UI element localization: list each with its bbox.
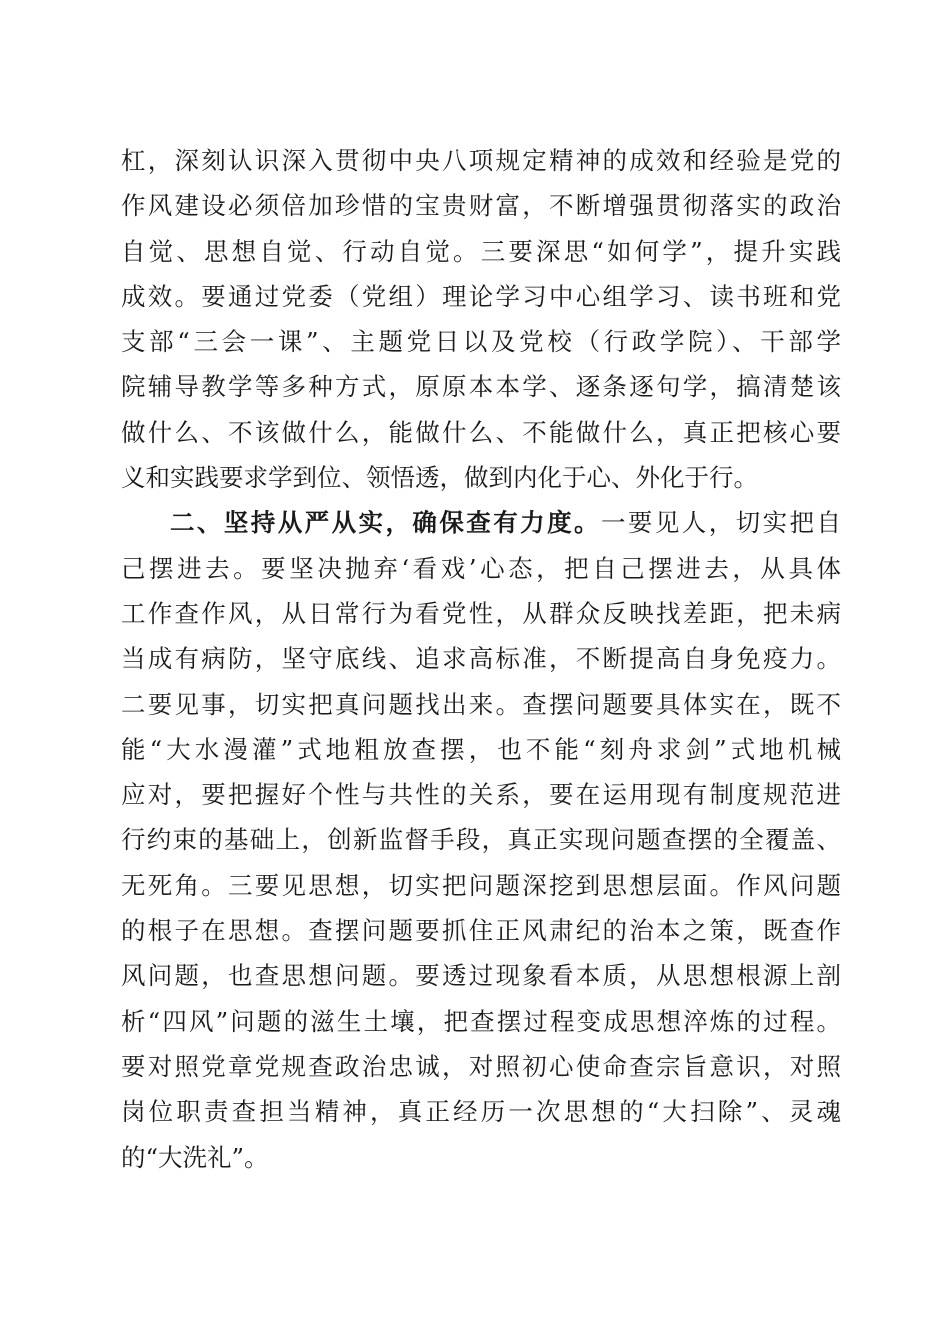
text-line: 院辅导教学等多种方式，原原本本学、逐条逐句学，搞清楚该: [121, 372, 841, 402]
paragraph-1: [121, 138, 841, 500]
text-line: 支部“三会一课”、主题党日以及党校（行政学院）、干部学: [121, 327, 841, 357]
paragraph-2: [121, 500, 841, 1179]
text-line: 作风建设必须倍加珍惜的宝贵财富，不断增强贯彻落实的政治: [121, 191, 841, 221]
text-line: 杠，深刻认识深入贯彻中央八项规定精神的成效和经验是党的: [121, 146, 841, 175]
text-line: 己摆进去。要坚决抛弃‘看戏’心态，把自己摆进去，从具体: [121, 553, 841, 583]
text-line: 成效。要通过党委（党组）理论学习中心组学习、读书班和党: [121, 281, 841, 311]
text-line: 义和实践要求学到位、领悟透，做到内化于心、外化于行。: [121, 463, 758, 493]
text-line: 岗位职责查担当精神，真正经历一次思想的“大扫除”、灵魂: [121, 1097, 841, 1127]
text-line: 要对照党章党规查政治忠诚，对照初心使命查宗旨意识，对照: [121, 1051, 841, 1081]
paragraph-2-first-line: [121, 500, 841, 545]
text-line: 工作查作风，从日常行为看党性，从群众反映找差距，把未病: [121, 598, 841, 628]
text-line: 析“四风”问题的滋生土壤，把查摆过程变成思想淬炼的过程。: [121, 1006, 841, 1036]
text-line: 的“大洗礼”。: [121, 1142, 269, 1172]
text-line: 自觉、思想自觉、行动自觉。三要深思“如何学”，提升实践: [121, 236, 841, 266]
text-line: 应对，要把握好个性与共性的关系，要在运用现有制度规范进: [121, 780, 841, 810]
text-line: 当成有病防，坚守底线、追求高标准，不断提高自身免疫力。: [121, 644, 841, 674]
text-line: 风问题，也查思想问题。要透过现象看本质，从思想根源上剖: [121, 961, 841, 991]
text-run: 一要见人，切实把自: [601, 508, 841, 538]
text-line: 二要见事，切实把真问题找出来。查摆问题要具体实在，既不: [121, 689, 841, 719]
text-line: 的根子在思想。查摆问题要抓住正风肃纪的治本之策，既查作: [121, 916, 841, 946]
text-line: 行约束的基础上，创新监督手段，真正实现问题查摆的全覆盖、: [121, 825, 841, 855]
body-text: [121, 138, 841, 1180]
text-line: 能“大水漫灌”式地粗放查摆，也不能“刻舟求剑”式地机械: [121, 734, 841, 764]
text-line: 无死角。三要见思想，切实把问题深挖到思想层面。作风问题: [121, 870, 841, 900]
text-line: 做什么、不该做什么，能做什么、不能做什么，真正把核心要: [121, 417, 841, 447]
section-heading: 二、坚持从严从实，确保查有力度。: [170, 508, 601, 538]
